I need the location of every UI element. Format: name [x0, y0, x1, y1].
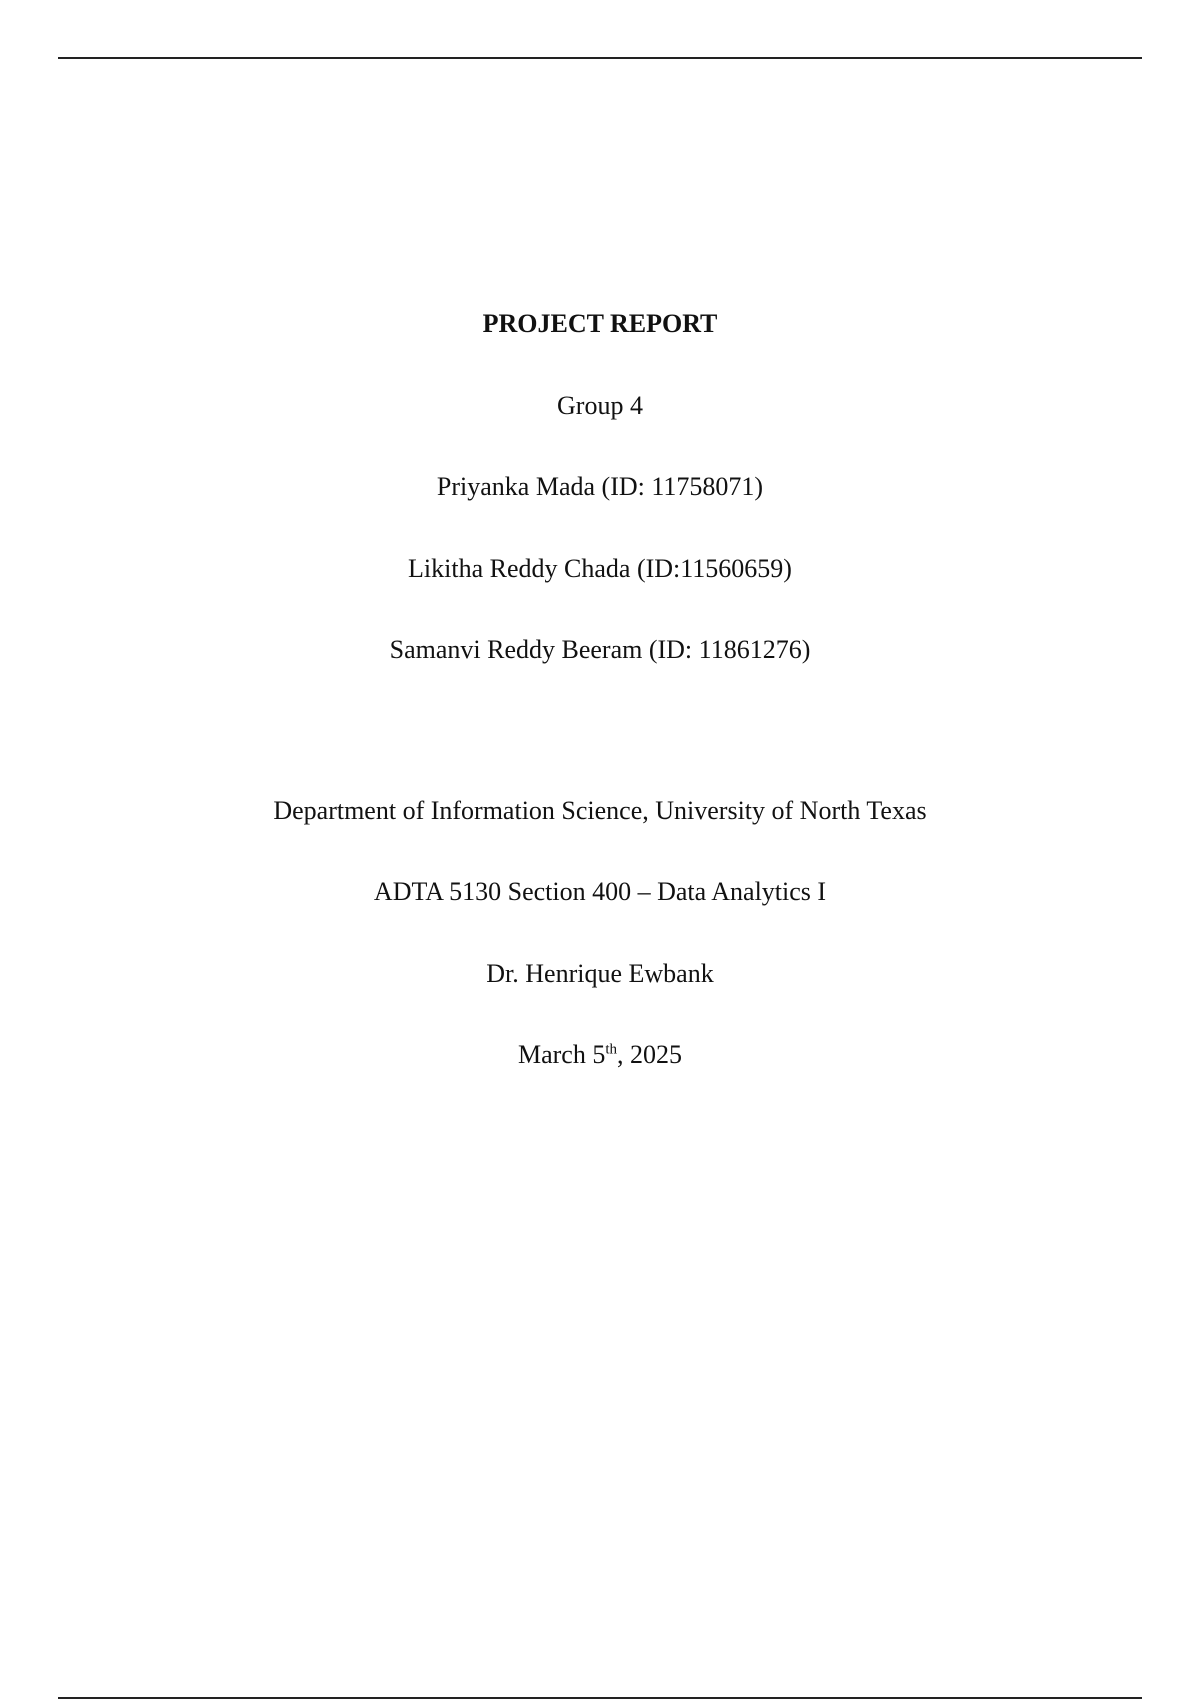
date-month-day: March 5	[517, 1040, 606, 1069]
department-line: Department of Information Science, University of North Texas	[273, 796, 927, 825]
header-rule	[58, 57, 1142, 59]
footer-rule	[58, 1697, 1142, 1699]
member-name: Priyanka Mada (ID: 11758071)	[436, 472, 764, 501]
report-title: PROJECT REPORT	[482, 309, 718, 338]
date-year: , 2025	[617, 1040, 683, 1069]
instructor-line: Dr. Henrique Ewbank	[486, 959, 714, 988]
member-name: Likitha Reddy Chada (ID:11560659)	[408, 554, 792, 583]
member-name: Samanvi Reddy Beeram (ID: 11861276)	[389, 635, 811, 664]
report-date	[0, 1039, 1200, 1071]
course-line: ADTA 5130 Section 400 – Data Analytics I	[373, 877, 827, 906]
date-ordinal-suffix: th	[605, 1041, 618, 1058]
group-label: Group 4	[557, 391, 643, 420]
